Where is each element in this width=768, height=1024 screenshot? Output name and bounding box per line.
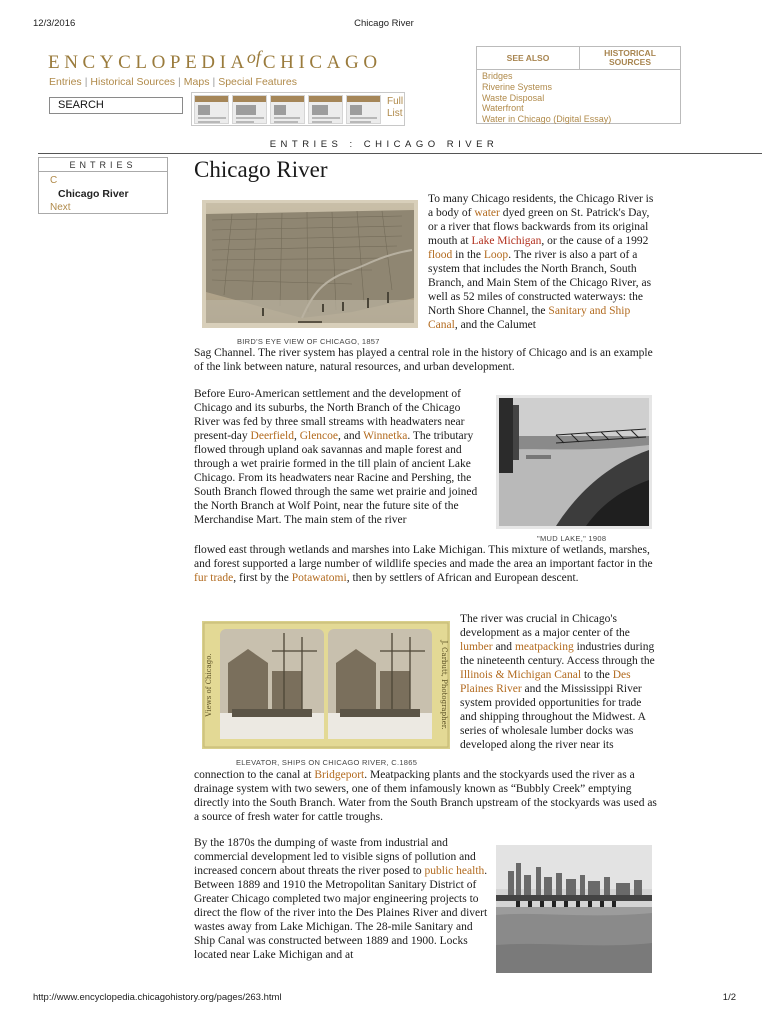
print-header <box>0 18 768 32</box>
site-logo[interactable] <box>48 47 382 74</box>
see-also-item[interactable]: Riverine Systems <box>482 81 553 92</box>
link-glencoe[interactable]: Glencoe <box>299 430 339 442</box>
feature-thumbnail[interactable] <box>308 95 343 124</box>
tab-historical-sources[interactable] <box>579 47 680 69</box>
tab-see-also[interactable]: SEE ALSO <box>506 53 550 63</box>
link-winnetka[interactable]: Winnetka <box>363 430 408 442</box>
link-loop[interactable]: Loop <box>483 249 509 261</box>
entries-letter-link[interactable]: C <box>50 175 58 186</box>
see-also-item[interactable]: Waterfront <box>482 103 524 114</box>
see-also-item[interactable]: Water in Chicago (Digital Essay) <box>482 114 612 125</box>
article-paragraph-1b: Sag Channel. The river system has played a central role in the history of Chicago and is an example of the link between nature, natural resources, and urban development. <box>194 347 653 373</box>
stereograph-side-label-left: Views of Chicago. <box>205 653 213 717</box>
full-list-link[interactable] <box>387 96 417 120</box>
print-title: Chicago River <box>354 18 414 29</box>
feature-thumbnail[interactable] <box>346 95 381 124</box>
link-water[interactable]: water <box>474 207 500 219</box>
feature-thumbnail[interactable] <box>270 95 305 124</box>
logo-word-chicago: CHICAGO <box>262 52 382 73</box>
figure-caption: BIRD'S EYE VIEW OF CHICAGO, 1857 <box>237 337 380 346</box>
link-meatpacking[interactable]: meatpacking <box>514 641 574 653</box>
link-deerfield[interactable]: Deerfield <box>250 430 294 442</box>
birds-eye-view-illustration <box>202 200 418 328</box>
link-potawatomi[interactable]: Potawatomi <box>291 572 347 584</box>
figure-caption: "MUD LAKE," 1908 <box>537 534 607 543</box>
nav-separator: | <box>212 76 216 88</box>
link-illinois-michigan-canal[interactable]: Illinois & Michigan Canal <box>460 669 582 681</box>
top-nav <box>49 76 297 88</box>
nav-special-features[interactable]: Special Features <box>218 76 297 88</box>
link-flood[interactable]: flood <box>428 249 453 261</box>
search-button[interactable]: SEARCH <box>49 97 183 114</box>
logo-word-of: of <box>246 47 261 67</box>
see-also-panel <box>476 46 681 124</box>
entries-current: Chicago River <box>58 188 129 200</box>
nav-maps[interactable]: Maps <box>183 76 210 88</box>
entries-navigator <box>38 157 168 214</box>
link-des-plaines-river[interactable]: Des Plaines River <box>460 669 631 695</box>
mud-lake-image[interactable] <box>496 395 652 529</box>
page-title: Chicago River <box>194 157 328 182</box>
feature-thumbnails <box>191 92 405 126</box>
full-list-line1: Full <box>387 96 404 107</box>
see-also-item[interactable]: Waste Disposal <box>482 92 545 103</box>
print-page-number: 1/2 <box>722 992 736 1003</box>
link-bridgeport[interactable]: Bridgeport <box>314 769 365 781</box>
see-also-item[interactable]: Bridges <box>482 71 513 81</box>
article-paragraph-2b: flowed east through wetlands and marshes into Lake Michigan. This mixture of wetlands, marshes, and forest supported a large number of wildlife species and made the area an important factor in the fur trade, first by the Potawatomi, then by settlers of African and European descent. <box>194 544 653 584</box>
stereograph-side-label-right: J. Carbutt, Photographer. <box>440 640 448 730</box>
stereograph-illustration <box>202 621 450 749</box>
feature-thumbnail[interactable] <box>232 95 267 124</box>
tab-label-line2: SOURCES <box>608 57 652 67</box>
link-sanitary-ship-canal[interactable]: Sanitary and Ship Canal <box>428 305 631 331</box>
breadcrumb: ENTRIES : CHICAGO RIVER <box>269 139 499 150</box>
elevator-ships-stereograph[interactable] <box>202 621 450 749</box>
nav-historical-sources[interactable]: Historical Sources <box>90 76 176 88</box>
mud-lake-illustration <box>496 395 652 529</box>
tab-label-line1: HISTORICAL <box>604 48 656 58</box>
see-also-tabs <box>477 47 680 70</box>
see-also-list <box>482 71 611 125</box>
entries-header: ENTRIES <box>39 158 167 172</box>
full-list-line2: List <box>387 108 403 119</box>
article-paragraph-3a: The river was crucial in Chicago's development as a major center of the lumber and meatpacking industries during the nineteenth century. Access through the Illinois & Michigan Canal to the Des Plaines River and the Mississippi River system provided opportunities for trade and shipping throughout the Midwest. A series of wholesale lumber docks was developed along the river near its <box>460 613 655 751</box>
link-lumber[interactable]: lumber <box>460 641 493 653</box>
nav-separator: | <box>84 76 88 88</box>
nav-separator: | <box>178 76 181 88</box>
locks-illustration <box>496 845 652 973</box>
article-paragraph-4: By the 1870s the dumping of waste from industrial and commercial development led to visible signs of pollution and increased concern about threats the river posed to public health. Between 1889 and 1910 the Metropolitan Sanitary District of Greater Chicago completed two major engineering projects to direct the flow of the river into the Des Plaines River and divert wastes away from Lake Michigan. The 28-mile Sanitary and Ship Canal was constructed between 1889 and 1900. Locks located near Lake Michigan and at <box>194 837 488 961</box>
feature-thumbnail[interactable] <box>194 95 229 124</box>
print-url: http://www.encyclopedia.chicagohistory.org/pages/263.html <box>33 992 282 1003</box>
article-paragraph-2a: Before Euro-American settlement and the development of Chicago and its suburbs, the North Branch of the Chicago River was fed by three small streams with headwaters near present-day Deerfield, Glencoe, and Winnetka. The tributary flowed through upland oak savannas and maple forest and through a wet prairie formed in the till plain of ancient Lake Chicago. From its headwaters near Racine and Pershing, the South Branch flowed through the same wet prairie and joined the North Branch at Wolf Point, near the future site of the Merchandise Mart. The main stem of the river <box>194 388 478 526</box>
entries-next-link[interactable]: Next <box>50 202 71 213</box>
nav-entries[interactable]: Entries <box>49 76 82 88</box>
link-fur-trade[interactable]: fur trade <box>194 572 234 584</box>
print-date: 12/3/2016 <box>33 18 76 29</box>
chicago-locks-image[interactable] <box>496 845 652 973</box>
birds-eye-view-image[interactable] <box>202 200 418 328</box>
figure-caption: ELEVATOR, SHIPS ON CHICAGO RIVER, C.1865 <box>236 758 418 767</box>
article-paragraph-1a: To many Chicago residents, the Chicago River is a body of water dyed green on St. Patrick's Day, or a river that flows backwards from its original mouth at Lake Michigan, or the cause of a 1992 flood in the Loop. The river is also a part of a system that includes the North Branch, South Branch, and Main Stem of the Chicago River, as well as 52 miles of constructed waterways: the North Shore Channel, the Sanitary and Ship Canal, and the Calumet <box>428 193 654 331</box>
link-lake-michigan[interactable]: Lake Michigan <box>471 235 542 247</box>
article-paragraph-3b: connection to the canal at Bridgeport. Meatpacking plants and the stockyards used the river as a drainage system with two sewers, one of them infamously known as “Bubbly Creek” emptying directly into the South Branch. Water from the South Branch upstream of the stockyards was used as a source of fresh water for cattle troughs. <box>194 769 657 823</box>
logo-word-encyclopedia: ENCYCLOPEDIA <box>48 52 249 73</box>
link-public-health[interactable]: public health <box>424 865 485 877</box>
header-divider <box>38 153 762 154</box>
